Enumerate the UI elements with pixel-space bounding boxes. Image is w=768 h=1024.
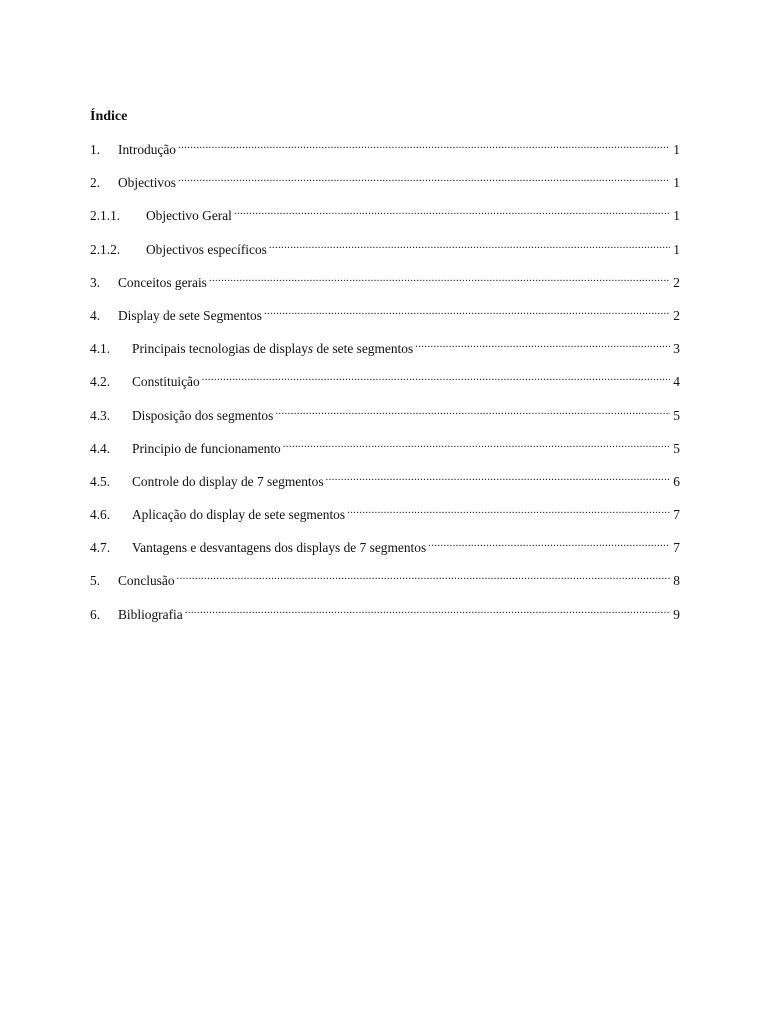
toc-entry[interactable] [90, 468, 680, 501]
toc-entry-page: 5 [673, 440, 680, 456]
toc-entry-label-part: Principais tecnologias de display [132, 341, 308, 357]
toc-dot-leader [234, 202, 670, 220]
toc-entry[interactable] [90, 567, 680, 600]
toc-dot-leader [178, 136, 670, 154]
toc-entry-number: 3. [90, 274, 101, 290]
toc-dot-leader [178, 169, 670, 187]
toc-entry-number: 4.5. [90, 473, 111, 489]
toc-entry[interactable] [90, 335, 680, 368]
toc-dot-leader [185, 601, 670, 619]
toc-entry-label: Constituição [132, 374, 200, 390]
toc-entry[interactable] [90, 302, 680, 335]
toc-entry-number: 2.1.1. [90, 208, 121, 224]
toc-entry[interactable] [90, 269, 680, 302]
toc-entry-page: 6 [673, 473, 680, 489]
toc-entry-page: 9 [673, 606, 680, 622]
toc-entry-number: 2. [90, 175, 101, 191]
toc-entry-page: 7 [673, 507, 680, 523]
toc-entry[interactable] [90, 236, 680, 269]
toc-title: Índice [90, 109, 128, 124]
toc-entry-label: Bibliografia [118, 606, 183, 622]
toc-entry-label: Aplicação do display de sete segmentos [132, 507, 346, 523]
toc-entry-number: 1. [90, 142, 101, 157]
toc-entry-label: Display de sete Segmentos [118, 307, 262, 323]
toc-entry-label-italic-part: s [307, 341, 314, 357]
toc-entry-page: 4 [673, 374, 680, 390]
toc-entry-label [132, 340, 413, 358]
toc-dot-leader [283, 435, 670, 453]
toc-entry[interactable] [90, 169, 680, 202]
toc-dot-leader [209, 269, 670, 287]
toc-entry-label: Conceitos gerais [118, 274, 207, 290]
toc-entry-number: 4.3. [90, 407, 111, 423]
toc-entry-label: Disposição dos segmentos [132, 407, 274, 423]
toc-entry-number: 4. [90, 307, 101, 323]
toc-entry-page: 2 [673, 274, 680, 290]
toc-entry-label: Vantagens e desvantagens dos displays de 7 segmentos [132, 540, 427, 556]
toc-dot-leader [264, 302, 670, 320]
toc-entry-page: 1 [673, 208, 680, 224]
toc-entry[interactable] [90, 435, 680, 468]
toc-entry-page: 2 [673, 307, 680, 323]
toc-entry[interactable] [90, 136, 680, 169]
toc-dot-leader [275, 402, 670, 420]
toc-entry[interactable] [90, 601, 680, 634]
toc-entry[interactable] [90, 501, 680, 534]
toc-entry-page: 1 [673, 175, 680, 191]
toc-entry-label: Objectivo Geral [146, 208, 232, 224]
toc-dot-leader [428, 534, 670, 552]
toc-dot-leader [269, 236, 670, 254]
toc-dot-leader [347, 501, 670, 519]
toc-dot-leader [415, 335, 670, 353]
toc-entry-number: 6. [90, 606, 101, 622]
toc-dot-leader [202, 368, 670, 386]
toc-entry-page: 1 [673, 241, 680, 257]
toc-entry-label: Principio de funcionamento [132, 440, 281, 456]
toc-entry[interactable] [90, 402, 680, 435]
toc-entry-number: 4.1. [90, 341, 111, 357]
toc-entry-page: 5 [673, 407, 680, 423]
toc-dot-leader [177, 567, 670, 585]
toc-entry-page: 3 [673, 341, 680, 357]
toc-entry-page: 8 [673, 573, 680, 589]
toc-entry-label: Controle do display de 7 segmentos [132, 473, 324, 489]
toc-entry[interactable] [90, 534, 680, 567]
toc-entry-number: 4.7. [90, 540, 111, 556]
toc-entry-label: Introdução [118, 142, 177, 157]
toc-entry-label: Conclusão [118, 573, 175, 589]
toc-entry-label: Objectivos específicos [146, 241, 267, 257]
toc-entry[interactable] [90, 202, 680, 235]
toc-entry-label-part: de sete segmentos [313, 341, 414, 357]
toc-entry-number: 4.6. [90, 507, 111, 523]
toc-entry-label: Objectivos [118, 175, 177, 191]
toc-entry-number: 4.2. [90, 374, 111, 390]
toc-entry-number: 4.4. [90, 440, 111, 456]
toc-entry-page: 1 [673, 142, 680, 157]
toc-entry[interactable] [90, 368, 680, 401]
toc-dot-leader [326, 468, 670, 486]
toc-entry-number: 2.1.2. [90, 241, 121, 257]
toc-entry-page: 7 [673, 540, 680, 556]
toc-entry-number: 5. [90, 573, 101, 589]
table-of-contents [90, 136, 680, 634]
